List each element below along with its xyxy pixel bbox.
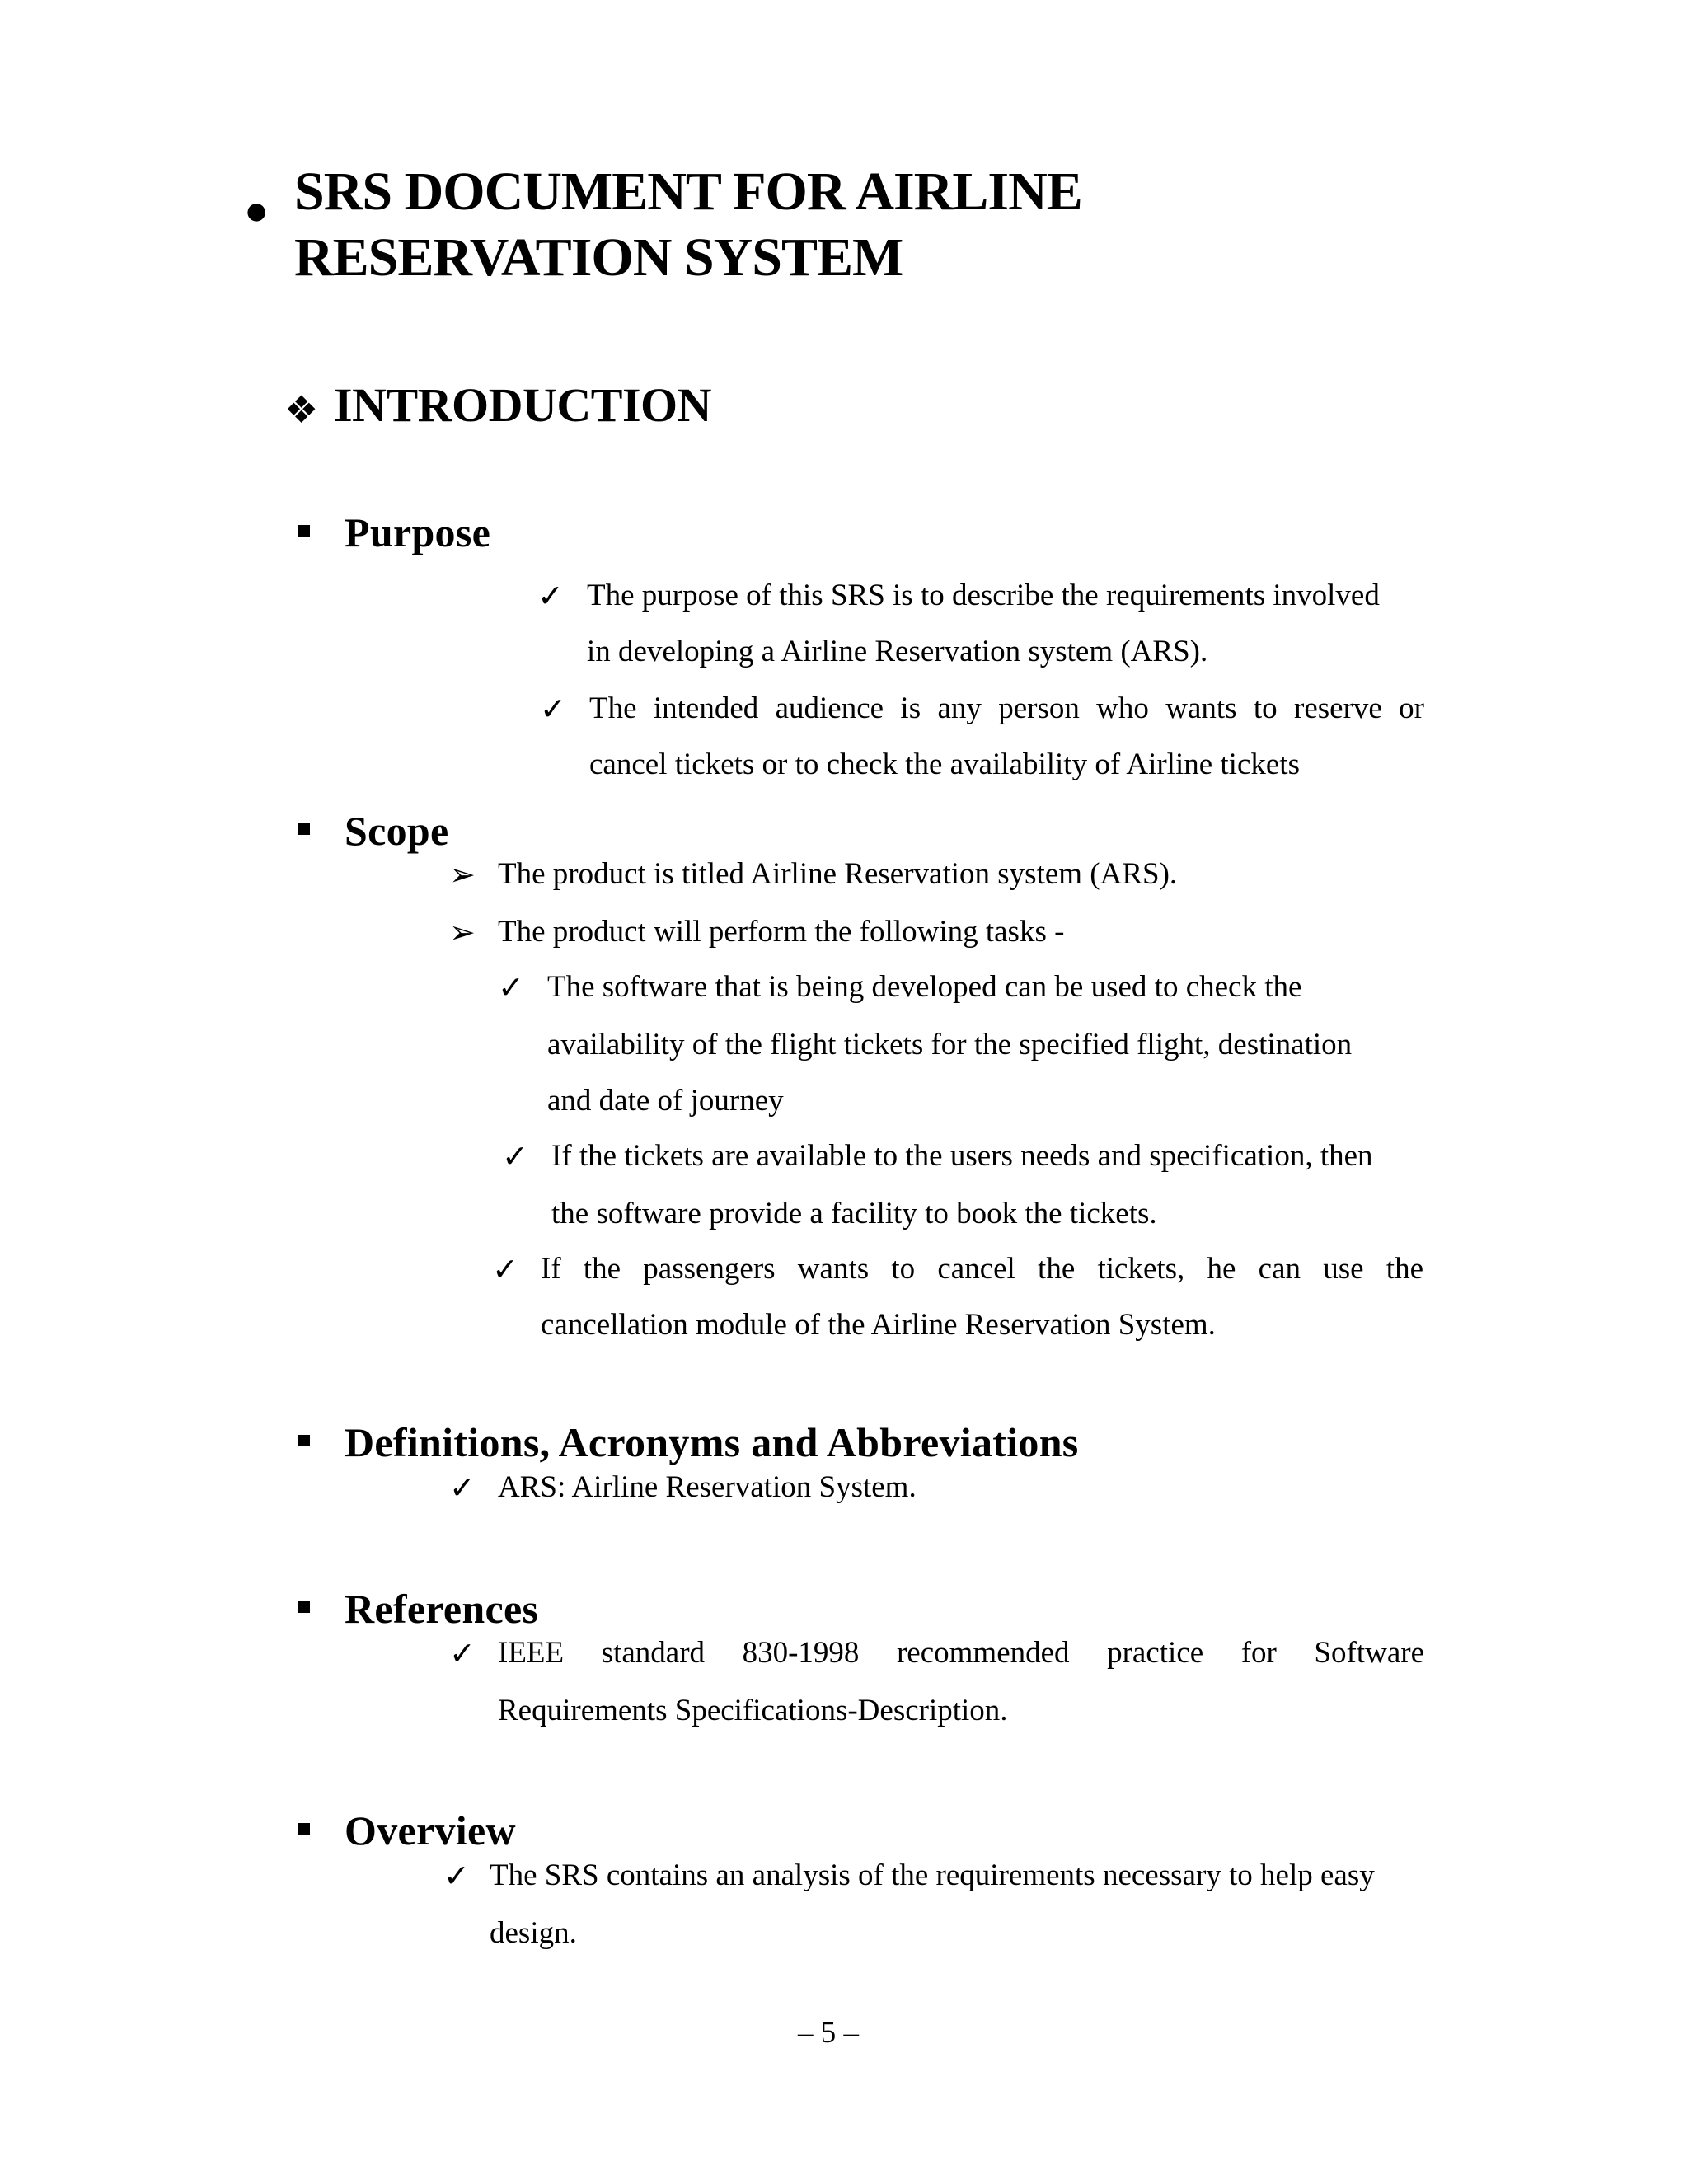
page-number: – 5 – xyxy=(798,2016,859,2050)
check-icon: ✓ xyxy=(449,1637,476,1671)
check-icon: ✓ xyxy=(492,1253,518,1287)
circle-bullet-icon: ● xyxy=(244,187,270,233)
square-bullet-icon xyxy=(298,1601,310,1617)
title-line-2: RESERVATION SYSTEM xyxy=(294,227,903,288)
scope-task-1-line-2: availability of the flight tickets for the specified flight, destination xyxy=(547,1028,1353,1062)
subheading-definitions: Definitions, Acronyms and Abbreviations xyxy=(345,1419,1079,1465)
scope-task-3-line-1: If the passengers wants to cancel the tickets, he can use the xyxy=(541,1252,1423,1286)
scope-task-2-line-2: the software provide a facility to book the tickets. xyxy=(551,1197,1157,1230)
scope-arrow-item-2: The product will perform the following tasks - xyxy=(498,915,1065,949)
purpose-item-2-line-1: The intended audience is any person who wants to reserve or xyxy=(589,691,1424,725)
square-bullet-icon xyxy=(298,1435,310,1451)
scope-task-3-line-2: cancellation module of the Airline Reservation System. xyxy=(541,1308,1216,1342)
square-bullet-icon xyxy=(298,823,310,839)
check-icon: ✓ xyxy=(443,1859,470,1894)
square-bullet-icon xyxy=(298,525,310,541)
references-line-1: IEEE standard 830-1998 recommended practice for Software xyxy=(498,1636,1424,1670)
document-title xyxy=(294,159,1082,291)
references-line-2: Requirements Specifications-Description. xyxy=(498,1694,1008,1727)
scope-task-1-line-3: and date of journey xyxy=(547,1084,784,1118)
check-icon: ✓ xyxy=(502,1140,528,1174)
section-heading-introduction: INTRODUCTION xyxy=(334,378,712,432)
subheading-references: References xyxy=(345,1586,539,1632)
check-icon: ✓ xyxy=(449,1471,476,1506)
purpose-item-1-line-2: in developing a Airline Reservation system (ARS). xyxy=(587,635,1208,668)
overview-line-2: design. xyxy=(490,1916,577,1950)
check-icon: ✓ xyxy=(540,692,566,727)
check-icon: ✓ xyxy=(498,971,524,1005)
title-line-1: SRS DOCUMENT FOR AIRLINE xyxy=(294,162,1082,222)
subheading-purpose: Purpose xyxy=(345,509,491,555)
square-bullet-icon xyxy=(298,1823,310,1839)
subheading-scope: Scope xyxy=(345,808,449,854)
purpose-item-1-line-1: The purpose of this SRS is to describe the requirements involved xyxy=(587,579,1380,612)
diamond-bullet-icon: ❖ xyxy=(284,389,319,431)
scope-task-1-line-1: The software that is being developed can be used to check the xyxy=(547,970,1302,1004)
arrowhead-icon: ➢ xyxy=(449,916,476,950)
arrowhead-icon: ➢ xyxy=(449,858,476,893)
subheading-overview: Overview xyxy=(345,1807,516,1854)
purpose-item-2-line-2: cancel tickets or to check the availability of Airline tickets xyxy=(589,748,1300,781)
scope-arrow-item-1: The product is titled Airline Reservation system (ARS). xyxy=(498,857,1178,891)
check-icon: ✓ xyxy=(537,579,564,614)
scope-task-2-line-1: If the tickets are available to the users needs and specification, then xyxy=(551,1139,1373,1173)
definitions-item: ARS: Airline Reservation System. xyxy=(498,1470,917,1504)
overview-line-1: The SRS contains an analysis of the requirements necessary to help easy xyxy=(490,1858,1375,1892)
